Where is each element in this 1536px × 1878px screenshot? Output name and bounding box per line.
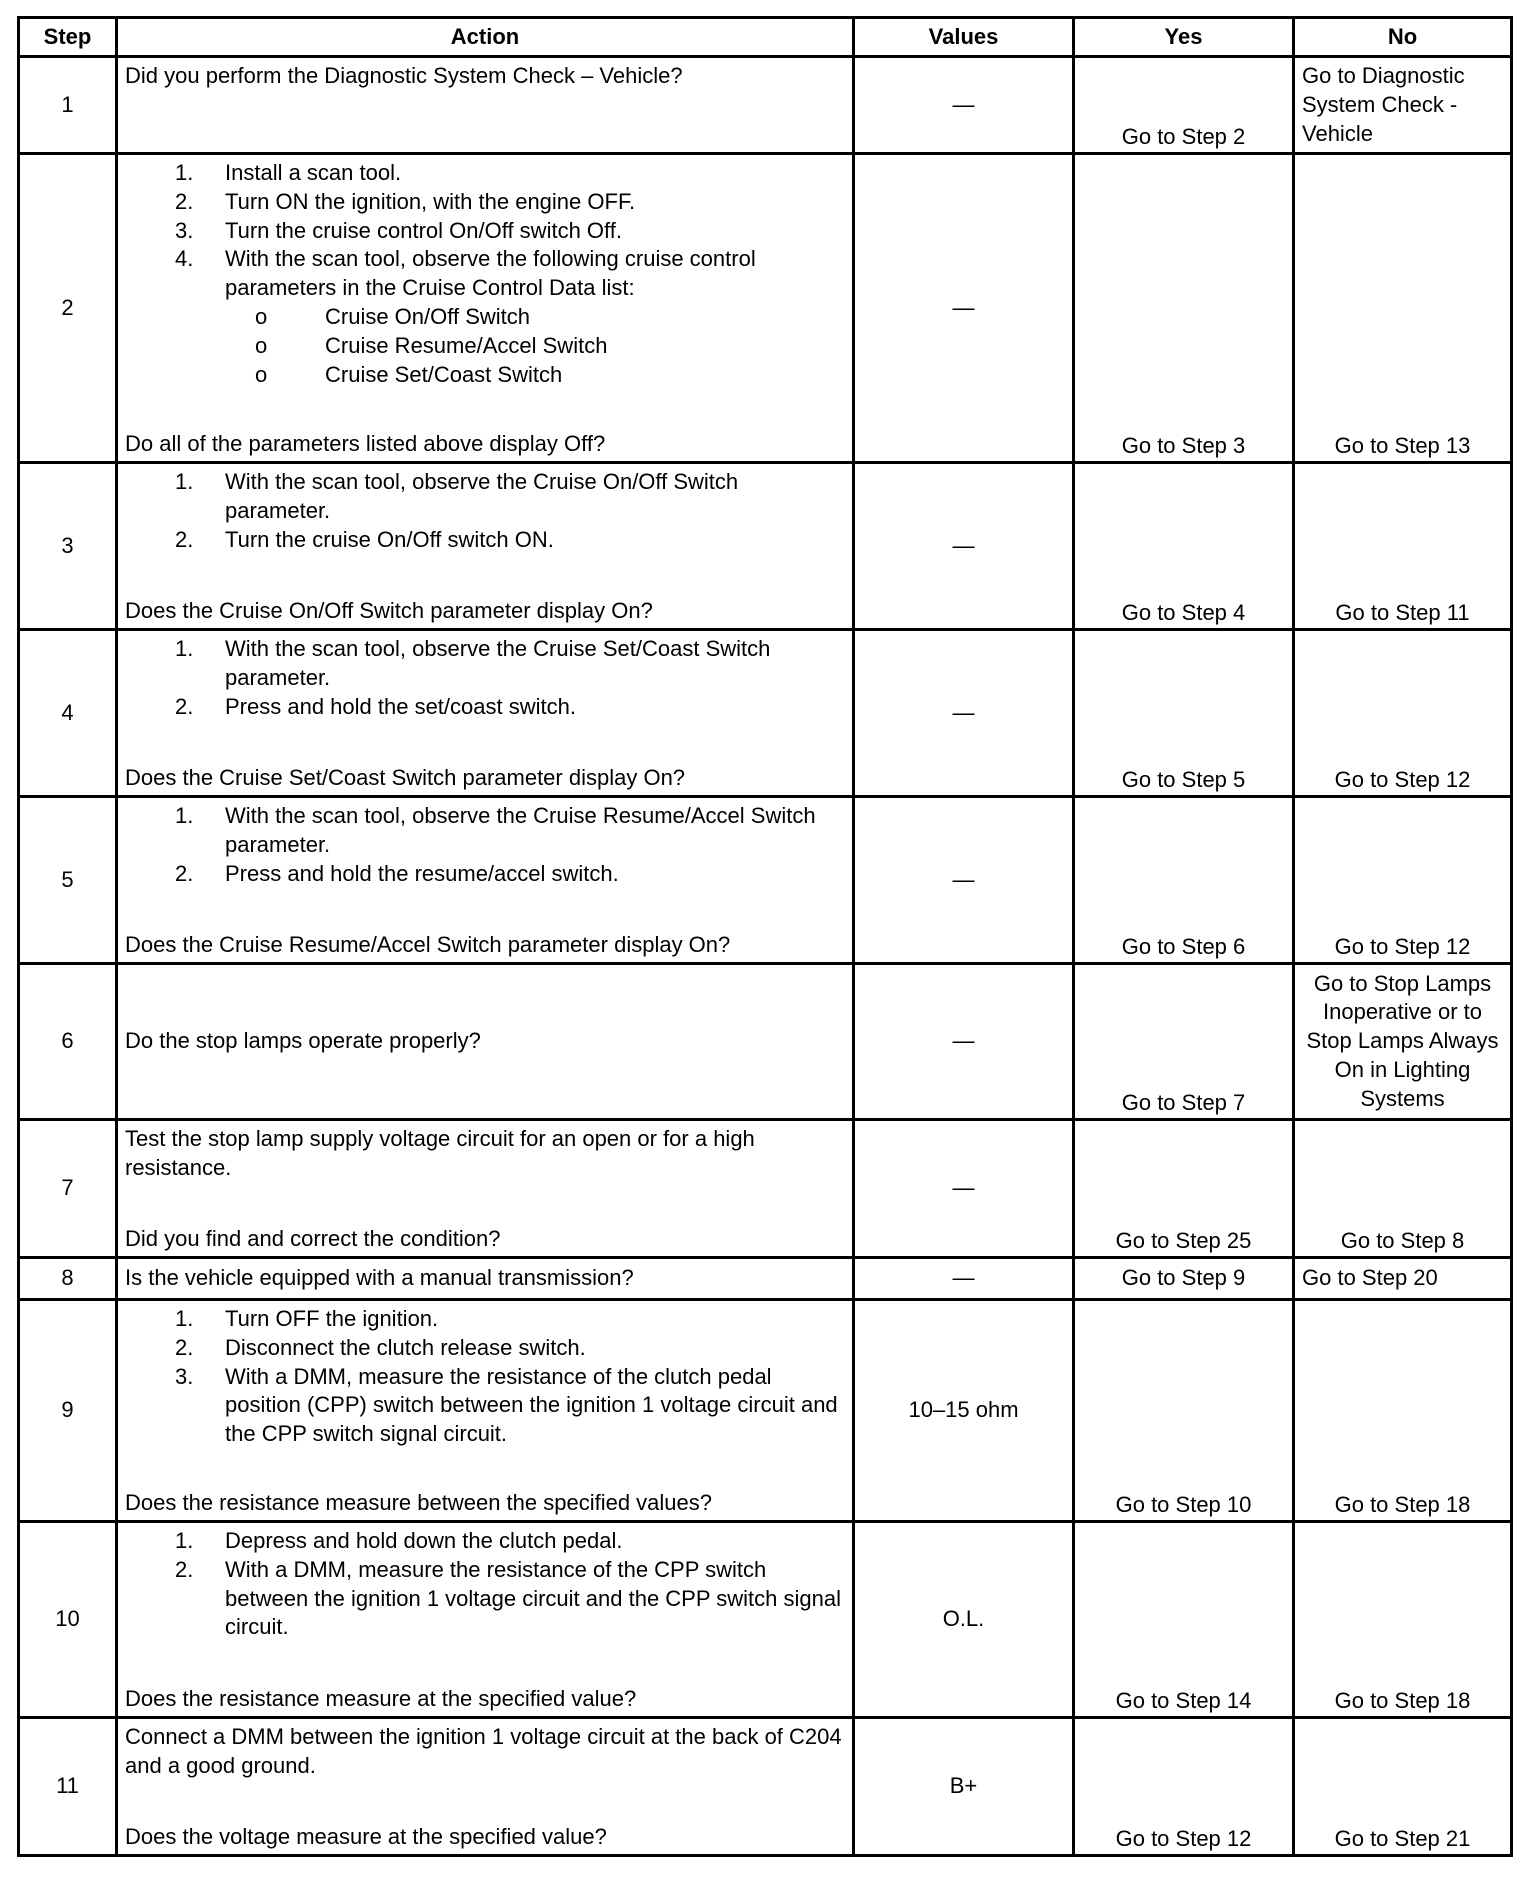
yes-cell: Go to Step 3 [1074,154,1294,463]
no-cell: Go to Step 18 [1294,1522,1512,1718]
no-cell: Go to Step 8 [1294,1120,1512,1258]
list-item: 1. Install a scan tool. [175,160,402,185]
diagnostic-table [17,16,1513,1857]
action-instruction: Connect a DMM between the ignition 1 voltage circuit at the back of C204 and a good ground. [125,1724,842,1778]
no-cell: Go to Step 13 [1294,154,1512,463]
table-row [19,463,1512,630]
action-steps [125,802,845,888]
sub-list-item: o Cruise Resume/Accel Switch [225,332,845,361]
action-cell [117,463,854,630]
step-number: 5 [19,797,117,964]
action-cell [117,797,854,964]
list-item: 2. Press and hold the resume/accel switch. [175,860,619,886]
yes-cell: Go to Step 25 [1074,1120,1294,1258]
action-steps [125,635,845,721]
value-cell: — [854,154,1074,463]
action-cell [117,57,854,154]
action-steps [125,468,845,554]
action-question: Does the Cruise Set/Coast Switch parameter display On? [125,765,686,791]
action-question: Does the Cruise Resume/Accel Switch parameter display On? [125,932,731,958]
list-item: 2. Disconnect the clutch release switch. [175,1334,586,1360]
action-cell [117,964,854,1120]
no-cell: Go to Step 18 [1294,1300,1512,1522]
list-item: 2. Turn ON the ignition, with the engine OFF. [175,188,636,214]
sub-list-item: o Cruise On/Off Switch [225,303,845,332]
list-item: 3. With a DMM, measure the resistance of the clutch pedal position (CPP) switch between the ignition 1 voltage circuit and the CPP switch signal circuit. [175,1363,838,1447]
yes-cell: Go to Step 4 [1074,463,1294,630]
value-cell: — [854,1258,1074,1300]
header-yes: Yes [1074,18,1294,57]
step-number: 6 [19,964,117,1120]
list-item: 2. Turn the cruise On/Off switch ON. [175,526,554,552]
table-row [19,1718,1512,1856]
value-cell: — [854,964,1074,1120]
no-cell: Go to Step 20 [1294,1258,1512,1300]
no-cell: Go to Step 12 [1294,630,1512,797]
list-item: 1. Depress and hold down the clutch pedal. [175,1528,623,1553]
action-cell [117,630,854,797]
table-row [19,797,1512,964]
step-number: 11 [19,1718,117,1856]
action-instruction: Test the stop lamp supply voltage circuit for an open or for a high resistance. [125,1126,755,1180]
table-row [19,630,1512,797]
yes-cell: Go to Step 2 [1074,57,1294,154]
header-values: Values [854,18,1074,57]
header-row [19,18,1512,57]
yes-cell: Go to Step 5 [1074,630,1294,797]
action-cell [117,1300,854,1522]
yes-cell: Go to Step 9 [1074,1258,1294,1300]
step-number: 1 [19,57,117,154]
step-number: 8 [19,1258,117,1300]
action-steps [125,1527,845,1642]
value-cell: B+ [854,1718,1074,1856]
step-number: 7 [19,1120,117,1258]
list-item: 4. With the scan tool, observe the following cruise control parameters in the Cruise Control Data list: o Cruise On/Off Switch o Cruise Resume/Accel Switch o Cruise Set/Coast Switch [125,245,845,389]
action-question: Do all of the parameters listed above display Off? [125,431,606,457]
table-row [19,57,1512,154]
list-item: 3. Turn the cruise control On/Off switch Off. [175,217,622,243]
action-cell [117,1522,854,1718]
value-cell: — [854,1120,1074,1258]
yes-cell: Go to Step 10 [1074,1300,1294,1522]
list-item: 1. With the scan tool, observe the Cruise Resume/Accel Switch parameter. [175,803,816,857]
action-question: Do the stop lamps operate properly? [125,1028,481,1054]
step-number: 10 [19,1522,117,1718]
action-steps [125,159,845,389]
action-cell [117,1258,854,1300]
no-cell: Go to Step 11 [1294,463,1512,630]
action-question: Does the resistance measure between the specified values? [125,1490,713,1516]
yes-cell: Go to Step 14 [1074,1522,1294,1718]
sub-list-item: o Cruise Set/Coast Switch [225,361,845,390]
step-number: 9 [19,1300,117,1522]
action-question: Did you perform the Diagnostic System Check – Vehicle? [125,63,683,88]
table-row [19,154,1512,463]
value-cell: — [854,57,1074,154]
action-cell [117,1120,854,1258]
no-cell: Go to Step 21 [1294,1718,1512,1856]
table-row [19,964,1512,1120]
step-number: 2 [19,154,117,463]
no-cell: Go to Diagnostic System Check - Vehicle [1294,57,1512,154]
no-cell: Go to Stop Lamps Inoperative or to Stop Lamps Always On in Lighting Systems [1294,964,1512,1120]
value-cell: O.L. [854,1522,1074,1718]
action-cell [117,154,854,463]
header-action: Action [117,18,854,57]
header-no: No [1294,18,1512,57]
list-item: 1. Turn OFF the ignition. [175,1306,439,1331]
action-steps [125,1305,845,1449]
no-cell: Go to Step 12 [1294,797,1512,964]
value-cell: — [854,463,1074,630]
list-item: 2. With a DMM, measure the resistance of the CPP switch between the ignition 1 voltage circuit and the CPP switch signal circuit. [175,1556,841,1640]
yes-cell: Go to Step 12 [1074,1718,1294,1856]
step-number: 4 [19,630,117,797]
action-question: Does the voltage measure at the specified value? [125,1824,607,1850]
action-cell [117,1718,854,1856]
value-cell: — [854,630,1074,797]
value-cell: — [854,797,1074,964]
yes-cell: Go to Step 7 [1074,964,1294,1120]
table-row [19,1300,1512,1522]
table-row [19,1522,1512,1718]
table-row [19,1120,1512,1258]
list-item: 2. Press and hold the set/coast switch. [175,693,576,719]
yes-cell: Go to Step 6 [1074,797,1294,964]
header-step: Step [19,18,117,57]
list-item: 1. With the scan tool, observe the Cruise Set/Coast Switch parameter. [175,636,771,690]
value-cell: 10–15 ohm [854,1300,1074,1522]
action-question: Is the vehicle equipped with a manual transmission? [125,1265,634,1291]
action-question: Does the Cruise On/Off Switch parameter display On? [125,598,653,624]
action-question: Does the resistance measure at the specified value? [125,1686,637,1712]
table-row [19,1258,1512,1300]
list-item: 1. With the scan tool, observe the Cruise On/Off Switch parameter. [175,469,739,523]
action-question: Did you find and correct the condition? [125,1226,501,1252]
sub-list [225,303,845,389]
step-number: 3 [19,463,117,630]
